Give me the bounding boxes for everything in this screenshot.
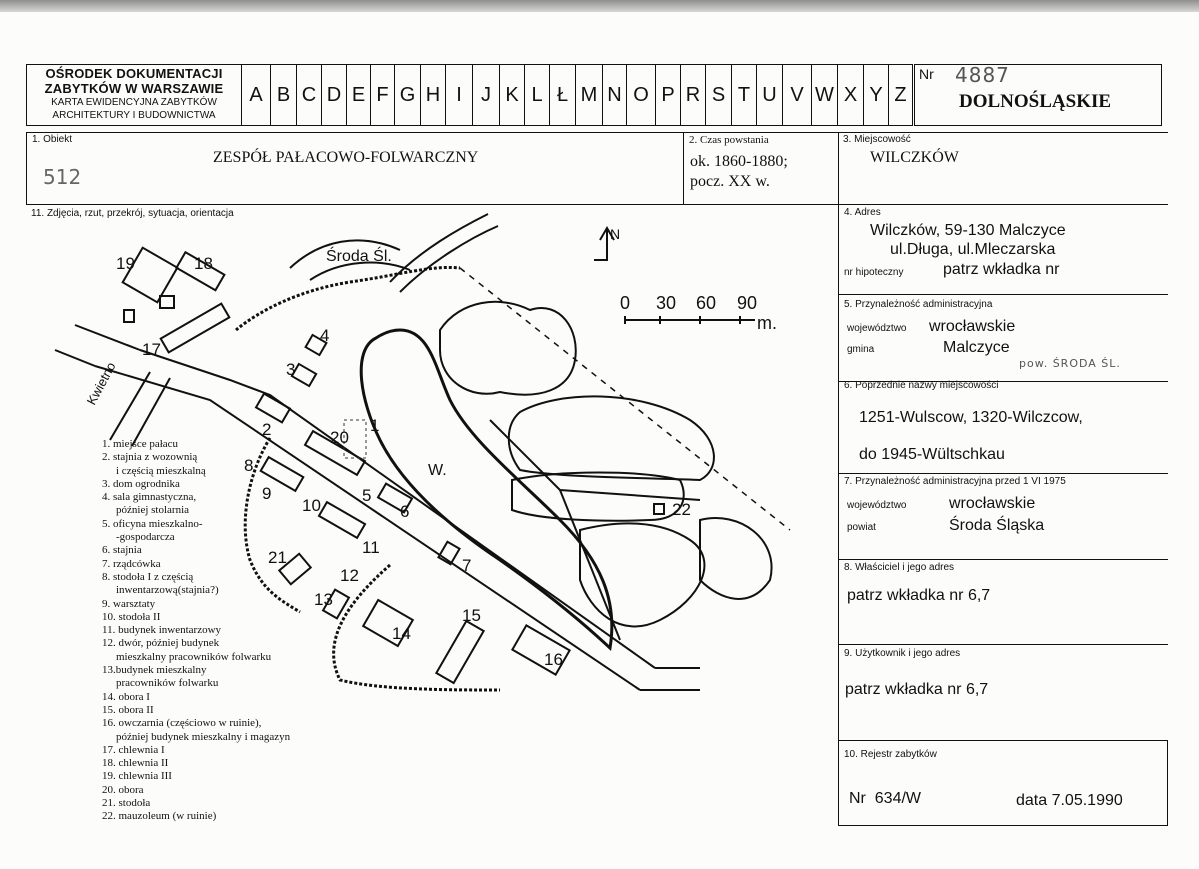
index-letter: N	[603, 65, 627, 125]
org-line-4: ARCHITEKTURY I BUDOWNICTWA	[52, 110, 216, 121]
map-building-number: 18	[194, 254, 213, 273]
nr-value: 4887	[955, 63, 1010, 87]
index-letter: M	[576, 65, 603, 125]
legend-item: później stolarnia	[116, 504, 190, 517]
legend-item: 9. warsztaty	[102, 597, 156, 610]
map-scale-tick: 30	[656, 293, 677, 313]
index-letter: I	[446, 65, 473, 125]
czas-line2: pocz. XX w.	[690, 173, 770, 190]
map-building-number: 8	[244, 456, 254, 475]
legend-item: 2. stajnia z wozownią	[102, 451, 198, 464]
index-letter: J	[473, 65, 500, 125]
poprzednie-label: 6. Poprzednie nazwy miejscowości	[844, 380, 999, 391]
woj1975-value: wrocławskie	[949, 495, 1036, 512]
legend-item: 14. obora I	[102, 690, 150, 703]
section-przed1975	[838, 473, 1168, 560]
map-building-number: 1	[370, 416, 380, 435]
map-north-label: N	[610, 226, 621, 242]
map-scale-unit: m.	[757, 313, 777, 333]
woj-value: wrocławskie	[929, 318, 1016, 335]
miejscowosc-value: WILCZKÓW	[870, 149, 959, 166]
map-building-number: 13	[314, 590, 333, 609]
section-przynaleznosc	[838, 294, 1168, 382]
section-wlasciciel	[838, 559, 1168, 645]
index-letter: V	[783, 65, 812, 125]
woj1975-label: województwo	[847, 500, 907, 511]
index-letter: Y	[864, 65, 889, 125]
map-pond-label: W.	[428, 462, 447, 479]
section-uzytkownik	[838, 644, 1168, 741]
map-road-label: Środa Śl.	[326, 248, 392, 265]
map-building-number: 21	[268, 548, 287, 567]
obiekt-label: 1. Obiekt	[32, 134, 73, 145]
legend-item: 8. stodoła I z częścią	[102, 570, 194, 583]
index-letter: O	[627, 65, 656, 125]
legend-item: 20. obora	[102, 783, 144, 796]
powiat-label: powiat	[847, 522, 876, 533]
adres-line2: ul.Długa, ul.Mleczarska	[890, 241, 1056, 258]
przynaleznosc-label: 5. Przynależność administracyjna	[844, 299, 993, 310]
czas-label: 2. Czas powstania	[689, 134, 769, 146]
org-line-2: ZABYTKÓW W WARSZAWIE	[44, 81, 224, 96]
legend-item: 7. rządcówka	[102, 557, 161, 570]
map-building-number: 17	[142, 340, 161, 359]
wlasciciel-value: patrz wkładka nr 6,7	[847, 587, 991, 604]
gmina-value: Malczyce	[943, 339, 1010, 356]
rejestr-label: 10. Rejestr zabytków	[844, 749, 937, 760]
legend-item: mieszkalny pracowników folwarku	[116, 650, 272, 663]
legend-item: 21. stodoła	[102, 797, 151, 810]
obiekt-handnote: 512	[43, 165, 82, 189]
map-building-number: 22	[672, 500, 691, 519]
index-letter: E	[347, 65, 371, 125]
index-letter: F	[371, 65, 395, 125]
map-building-number: 6	[400, 502, 410, 521]
map-building-number: 9	[262, 484, 272, 503]
map-road-label-2: Kwietno	[83, 359, 119, 408]
index-letter: R	[681, 65, 706, 125]
map-building-number: 11	[362, 538, 380, 557]
poprzednie-line2: do 1945-Wültschkau	[859, 446, 1005, 463]
map-building-number: 2	[262, 420, 272, 439]
adres-label: 4. Adres	[844, 207, 881, 218]
legend-item: 19. chlewnia III	[102, 770, 172, 783]
woj-label: województwo	[847, 323, 907, 334]
legend-item: 15. obora II	[102, 703, 154, 716]
nr-label: Nr	[919, 66, 934, 82]
przed1975-label: 7. Przynależność administracyjna przed 1 VI 1975	[844, 476, 1066, 487]
legend-item: 11. budynek inwentarzowy	[102, 624, 222, 637]
index-letter: A	[242, 65, 271, 125]
org-line-1: OŚRODEK DOKUMENTACJI	[45, 66, 223, 81]
poprzednie-line1: 1251-Wulscow, 1320-Wilczcow,	[859, 409, 1083, 426]
map-building-number: 15	[462, 606, 481, 625]
index-letter: S	[706, 65, 732, 125]
uzytkownik-value: patrz wkładka nr 6,7	[845, 681, 989, 698]
map-building-number: 7	[462, 556, 472, 575]
index-letter: C	[297, 65, 322, 125]
legend-item: i częścią mieszkalną	[116, 464, 206, 477]
legend-item: 4. sala gimnastyczna,	[102, 491, 197, 504]
rejestr-nr: Nr 634/W	[849, 790, 922, 807]
legend-item: 10. stodoła II	[102, 610, 161, 623]
legend-item: 22. mauzoleum (w ruinie)	[102, 810, 217, 823]
legend-item: 17. chlewnia I	[102, 743, 165, 756]
legend-item: 13.budynek mieszkalny	[102, 664, 207, 677]
map-building-number: 14	[392, 624, 411, 643]
map-building-number: 12	[340, 566, 359, 585]
region: DOLNOŚLĄSKIE	[959, 91, 1112, 112]
index-letter: G	[395, 65, 421, 125]
index-letter: T	[732, 65, 757, 125]
index-letter: U	[757, 65, 783, 125]
hipoteczny-value: patrz wkładka nr	[943, 261, 1060, 278]
legend-item: -gospodarcza	[116, 531, 175, 544]
section-poprzednie	[838, 381, 1168, 474]
gmina-label: gmina	[847, 344, 875, 355]
org-line-3: KARTA EWIDENCYJNA ZABYTKÓW	[51, 97, 217, 108]
index-letter: X	[838, 65, 864, 125]
index-letter: D	[322, 65, 347, 125]
map-scale-tick: 90	[737, 293, 758, 313]
legend-item: pracowników folwarku	[116, 677, 219, 690]
zdjecia-label: 11. Zdjęcia, rzut, przekrój, sytuacja, orientacja	[31, 208, 234, 219]
index-letter: W	[812, 65, 838, 125]
index-letter: H	[421, 65, 446, 125]
legend-item: 3. dom ogrodnika	[102, 477, 180, 490]
legend-item: 5. oficyna mieszkalno-	[102, 517, 203, 530]
legend-item: 16. owczarnia (częściowo w ruinie),	[102, 717, 262, 730]
index-letter: P	[656, 65, 681, 125]
legend-item: 12. dwór, później budynek	[102, 637, 220, 650]
section-rejestr	[838, 740, 1168, 826]
adres-line1: Wilczków, 59-130 Malczyce	[870, 222, 1066, 239]
legend	[88, 438, 290, 824]
section-adres	[838, 204, 1168, 295]
hipoteczny-label: nr hipoteczny	[844, 267, 904, 278]
map-building-number: 4	[320, 326, 330, 345]
legend-item: 6. stajnia	[102, 544, 142, 557]
rejestr-data: data 7.05.1990	[1016, 792, 1123, 809]
legend-item: 18. chlewnia II	[102, 757, 169, 770]
map-building-number: 16	[544, 650, 563, 669]
index-letter: Ł	[550, 65, 576, 125]
map-scale-tick: 0	[620, 293, 631, 313]
legend-item: inwentarzową(stajnia?)	[116, 584, 219, 597]
legend-item: 1. miejsce pałacu	[102, 438, 179, 450]
map-building-number: 20	[330, 428, 349, 447]
obiekt-value: ZESPÓŁ PAŁACOWO-FOLWARCZNY	[213, 149, 479, 166]
powiat-handnote: pow. ŚRODA ŚL.	[1019, 357, 1121, 370]
map-building-number: 5	[362, 486, 372, 505]
index-letter: K	[500, 65, 525, 125]
uzytkownik-label: 9. Użytkownik i jego adres	[844, 648, 961, 659]
map-building-number: 3	[286, 360, 296, 379]
map-building-number: 10	[302, 496, 321, 515]
powiat-value: Środa Śląska	[949, 517, 1045, 534]
wlasciciel-label: 8. Właściciel i jego adres	[844, 562, 955, 573]
legend-item: później budynek mieszkalny i magazyn	[116, 730, 291, 743]
index-letter: Z	[889, 65, 913, 125]
map-building-number: 19	[116, 254, 135, 273]
index-letter: L	[525, 65, 550, 125]
czas-line1: ok. 1860-1880;	[690, 153, 788, 170]
miejscowosc-label: 3. Miejscowość	[843, 134, 911, 145]
map-scale-tick: 60	[696, 293, 717, 313]
index-letter: B	[271, 65, 297, 125]
